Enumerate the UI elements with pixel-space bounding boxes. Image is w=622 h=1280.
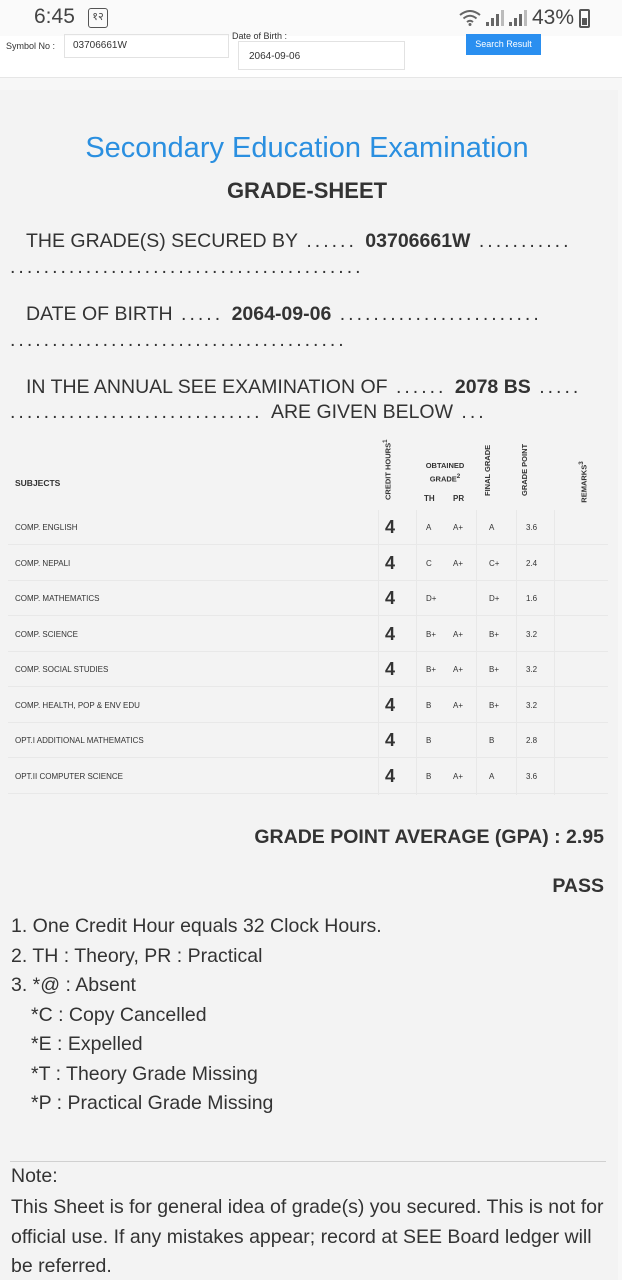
final-grade-cell: B+ bbox=[489, 629, 500, 639]
table-row bbox=[8, 581, 608, 616]
credit-hours-cell: 4 bbox=[385, 765, 396, 786]
exam-label: IN THE ANNUAL SEE EXAMINATION OF bbox=[26, 376, 388, 398]
header-credit-hours: CREDIT HOURS$^1$ bbox=[382, 439, 393, 500]
final-grade-cell: A bbox=[489, 523, 495, 532]
secured-by-value: 03706661W bbox=[365, 230, 471, 252]
given-below-line: .............................. ARE GIVEN BELOW ... bbox=[10, 401, 487, 423]
theory-grade-cell: A bbox=[426, 523, 432, 532]
practical-grade-cell: A+ bbox=[453, 523, 464, 532]
status-time: 6:45 bbox=[34, 5, 75, 28]
practical-grade-cell: A+ bbox=[453, 771, 464, 781]
theory-grade-cell: B+ bbox=[426, 665, 437, 674]
header-subjects: SUBJECTS bbox=[15, 478, 61, 488]
table-row bbox=[8, 759, 608, 794]
header-grade-point: GRADE POINT bbox=[520, 443, 529, 496]
table-row bbox=[8, 723, 608, 758]
final-grade-cell: B bbox=[489, 736, 495, 745]
table-row bbox=[8, 652, 608, 687]
practical-grade-cell: A+ bbox=[453, 700, 464, 710]
search-form bbox=[0, 31, 622, 78]
battery-percent: 43% bbox=[531, 6, 574, 29]
theory-grade-cell: D+ bbox=[426, 594, 437, 603]
footnote-copy-cancelled: *C : Copy Cancelled bbox=[31, 1003, 207, 1026]
notification-icon: १२ bbox=[88, 8, 108, 28]
practical-grade-cell: A+ bbox=[453, 629, 464, 639]
grade-point-cell: 3.2 bbox=[526, 629, 538, 639]
subject-cell: COMP. HEALTH, POP & ENV EDU bbox=[15, 700, 140, 710]
grade-point-cell: 3.6 bbox=[526, 771, 538, 781]
note-title: Note: bbox=[11, 1165, 58, 1187]
secured-by-line: THE GRADE(S) SECURED BY ...... 03706661W ........... bbox=[26, 230, 572, 252]
theory-grade-cell: C bbox=[426, 558, 432, 568]
table-row bbox=[8, 546, 608, 581]
practical-grade-cell: A+ bbox=[453, 558, 464, 568]
footnote-practical-missing: *P : Practical Grade Missing bbox=[31, 1092, 274, 1114]
table-row bbox=[8, 510, 608, 545]
secured-by-label: THE GRADE(S) SECURED BY bbox=[26, 230, 298, 252]
grade-point-cell: 3.6 bbox=[526, 523, 538, 532]
subject-cell: COMP. NEPALI bbox=[15, 558, 71, 568]
theory-grade-cell: B bbox=[426, 700, 432, 710]
status-bar bbox=[0, 0, 622, 36]
subject-cell: COMP. SCIENCE bbox=[15, 629, 78, 639]
column-divider bbox=[516, 510, 517, 795]
dob-line-value: 2064-09-06 bbox=[231, 303, 332, 325]
exam-value: 2078 BS bbox=[454, 376, 531, 398]
credit-hours-cell: 4 bbox=[385, 659, 396, 679]
subject-cell: COMP. ENGLISH bbox=[15, 523, 78, 532]
search-result-button[interactable]: Search Result bbox=[466, 34, 541, 55]
dob-label: Date of Birth : bbox=[232, 31, 288, 41]
footnote-expelled: *E : Expelled bbox=[31, 1033, 143, 1055]
column-divider bbox=[378, 510, 379, 795]
column-divider bbox=[554, 510, 555, 795]
dotted-filler: ........................................ bbox=[10, 329, 347, 351]
footnotes bbox=[11, 912, 382, 1119]
footnote-3: 3. *@ : Absent bbox=[11, 974, 136, 996]
column-divider bbox=[416, 510, 417, 795]
practical-grade-cell: A+ bbox=[453, 665, 464, 674]
header-pr: PR bbox=[453, 494, 465, 503]
grade-point-cell: 2.4 bbox=[526, 558, 538, 568]
grade-point-cell: 3.2 bbox=[526, 700, 538, 710]
dob-input[interactable]: 2064-09-06 bbox=[238, 41, 405, 70]
final-grade-cell: B+ bbox=[489, 700, 500, 710]
final-grade-cell: B+ bbox=[489, 665, 500, 674]
result-status: PASS bbox=[552, 875, 604, 897]
theory-grade-cell: B bbox=[426, 771, 432, 781]
dob-line: DATE OF BIRTH ..... 2064-09-06 ........................ bbox=[26, 303, 542, 325]
signal-strength-icon-2 bbox=[509, 10, 527, 26]
grade-point-cell: 3.2 bbox=[526, 665, 538, 674]
subject-cell: OPT.I ADDITIONAL MATHEMATICS bbox=[15, 736, 144, 745]
credit-hours-cell: 4 bbox=[385, 588, 396, 608]
page-title: Secondary Education Examination bbox=[85, 132, 529, 164]
theory-grade-cell: B+ bbox=[426, 629, 437, 639]
final-grade-cell: A bbox=[489, 771, 495, 781]
table-row bbox=[8, 617, 608, 652]
header-final-grade: FINAL GRADE bbox=[483, 444, 492, 496]
table-row bbox=[8, 688, 608, 723]
grade-point-cell: 1.6 bbox=[526, 594, 538, 603]
subject-cell: COMP. SOCIAL STUDIES bbox=[15, 665, 109, 674]
header-obtained-grade: OBTAINED GRADE$^2$ bbox=[425, 461, 465, 484]
footnote-2: 2. TH : Theory, PR : Practical bbox=[11, 944, 263, 967]
credit-hours-cell: 4 bbox=[385, 517, 396, 537]
header-th: TH bbox=[424, 494, 435, 503]
column-divider bbox=[476, 510, 477, 795]
footnote-theory-missing: *T : Theory Grade Missing bbox=[31, 1062, 258, 1085]
dob-line-label: DATE OF BIRTH bbox=[26, 303, 173, 325]
given-below-text: ARE GIVEN BELOW bbox=[270, 401, 453, 423]
header-remarks: REMARKS$^3$ bbox=[578, 461, 589, 503]
subject-cell: COMP. MATHEMATICS bbox=[15, 594, 100, 603]
battery-icon bbox=[579, 9, 590, 28]
footnote-1: 1. One Credit Hour equals 32 Clock Hours. bbox=[11, 915, 382, 937]
note-body: This Sheet is for general idea of grade(s) you secured. This is not for official use. If any mistakes appear; record at SEE Board ledger will be referred. bbox=[11, 1196, 604, 1277]
credit-hours-cell: 4 bbox=[385, 730, 396, 750]
subject-cell: OPT.II COMPUTER SCIENCE bbox=[15, 771, 124, 781]
gpa-text: GRADE POINT AVERAGE (GPA) : 2.95 bbox=[254, 826, 604, 848]
credit-hours-cell: 4 bbox=[385, 694, 396, 715]
divider bbox=[10, 1161, 606, 1162]
grade-point-cell: 2.8 bbox=[526, 736, 538, 745]
final-grade-cell: D+ bbox=[489, 594, 500, 603]
credit-hours-cell: 4 bbox=[385, 552, 396, 573]
credit-hours-cell: 4 bbox=[385, 623, 396, 644]
final-grade-cell: C+ bbox=[489, 558, 500, 568]
page-subtitle: GRADE-SHEET bbox=[226, 178, 388, 203]
dotted-filler: .......................................... bbox=[10, 256, 364, 278]
signal-strength-icon bbox=[486, 10, 504, 26]
wifi-icon bbox=[459, 10, 481, 26]
exam-line: IN THE ANNUAL SEE EXAMINATION OF ...... 2078 BS ..... bbox=[26, 376, 582, 398]
symbol-label: Symbol No : bbox=[6, 41, 56, 51]
theory-grade-cell: B bbox=[426, 736, 432, 745]
symbol-number-input[interactable]: 03706661W bbox=[64, 34, 229, 58]
